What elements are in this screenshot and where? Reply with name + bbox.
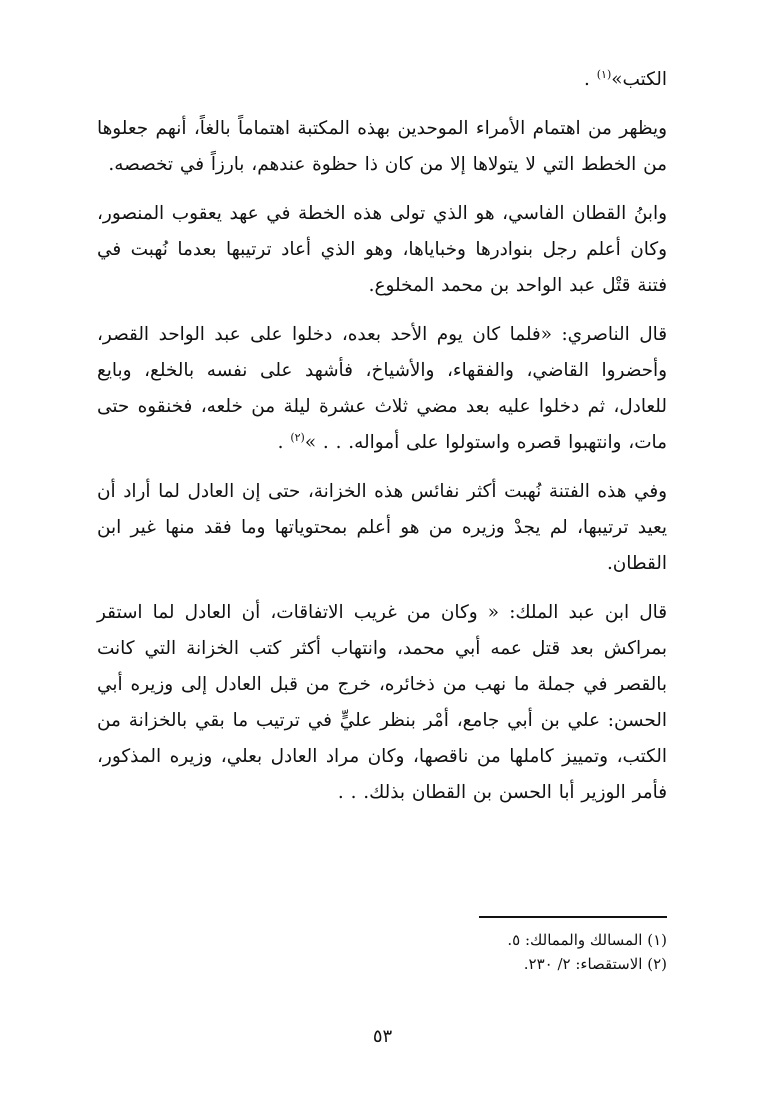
paragraph-continuation	[97, 62, 667, 98]
footnote-reference: (١)	[596, 67, 612, 81]
footnote-reference: (٢)	[290, 430, 305, 444]
paragraph: وابنُ القطان الفاسي، هو الذي تولى هذه الخطة في عهد يعقوب المنصور، وكان أعلم رجل بنوادرها وخباياها، وهو الذي أعاد ترتيبها بعدما نُهبت في فتنة قتْل عبد الواحد بن محمد المخلوع.	[97, 203, 667, 296]
paragraph: ويظهر من اهتمام الأمراء الموحدين بهذه المكتبة اهتماماً بالغاً، أنهم جعلوها من الخطط التي لا يتولاها إلا من كان ذا حظوة عندهم، بارزاً في تخصصه.	[97, 118, 667, 175]
paragraph-tail: .	[584, 69, 597, 90]
footnotes	[97, 928, 667, 976]
main-text	[97, 62, 667, 811]
paragraph-tail: .	[277, 432, 291, 453]
paragraph-text: الكتب»	[611, 69, 667, 90]
footnote-item: (١) المسالك والممالك: ٥.	[507, 931, 667, 949]
paragraph-quote-nasiri	[97, 317, 667, 461]
paragraph-text: قال الناصري: «فلما كان يوم الأحد بعده، دخلوا على عبد الواحد القصر، وأحضروا القاضي، والفقهاء، والأشياخ، فأشهد على نفسه بالخلع، وبايع للعادل، ثم دخلوا عليه بعد مضي ثلاث عشرة ليلة من خلعه، فخنقوه حتى مات، وانتهبوا قصره واستولوا على أمواله. . . »	[97, 324, 667, 453]
paragraph: وفي هذه الفتنة نُهبت أكثر نفائس هذه الخزانة، حتى إن العادل لما أراد أن يعيد ترتيبها، لم يجدْ وزيره من هو أعلم بمحتوياتها وما فقد منها غير ابن القطان.	[97, 481, 667, 574]
paragraph-quote-ibn-abd-al-malik: قال ابن عبد الملك: « وكان من غريب الاتفاقات، أن العادل لما استقر بمراكش بعد قتل عمه أبي محمد، وانتهاب أكثر كتب الخزانة التي كانت بالقصر في جملة ما نهب من ذخائره، خرج من قبل العادل إلى وزيره أبي الحسن: علي بن أبي جامع، أمْر بنظر عليٍّ في ترتيب ما بقي بالخزانة من الكتب، وتمييز كاملها من ناقصها، وكان مراد العادل بعلي، وزيره المذكور، فأمر الوزير أبا الحسن بن القطان بذلك. . .	[97, 602, 667, 803]
page-number: ٥٣	[372, 1026, 393, 1047]
footnote-item: (٢) الاستقصاء: ٢/ ٢٣٠.	[523, 955, 667, 973]
footnote-separator	[479, 916, 667, 918]
